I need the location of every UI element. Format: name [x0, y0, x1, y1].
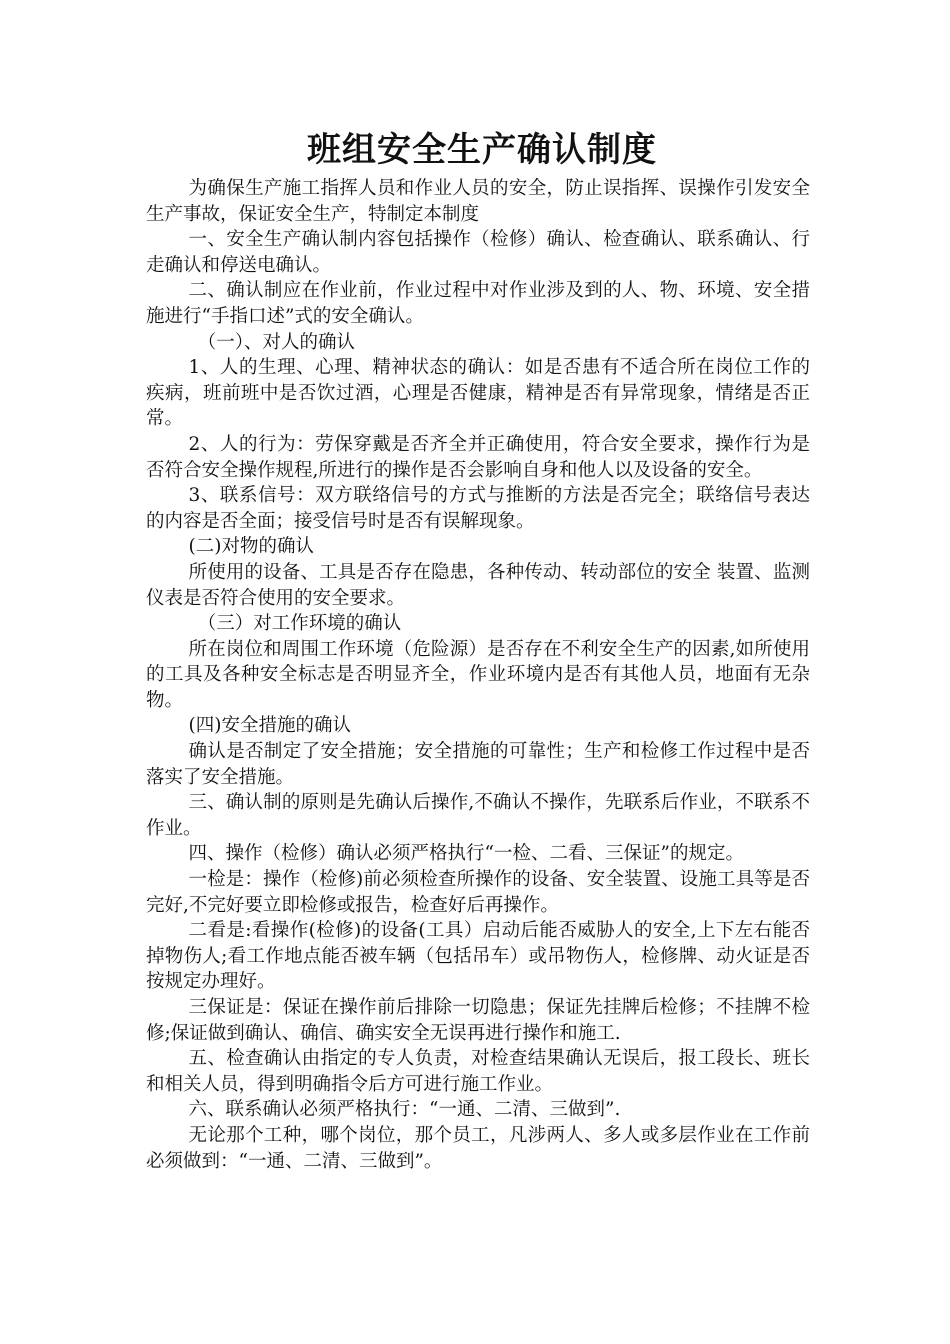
section-six-paragraph: 六、联系确认必须严格执行：“一通、二清、三做到”.	[188, 1099, 621, 1121]
check-one-paragraph: 一检是：操作（检修)前必须检查所操作的设备、安全装置、设施工具等是否完好,不完好要立即检修或报告，检查好后再操作。	[146, 869, 810, 916]
intro-paragraph: 为确保生产施工指挥人员和作业人员的安全，防止误指挥、误操作引发安全生产事故，保证安全生产，特制定本制度	[146, 178, 810, 225]
document-page	[146, 124, 810, 1174]
subsection-measures-heading: (四)安全措施的确认	[188, 715, 351, 737]
guarantee-three-paragraph: 三保证是：保证在操作前后排除一切隐患；保证先挂牌后检修；不挂牌不检修;保证做到确认、确信、确实安全无误再进行操作和施工.	[146, 997, 810, 1044]
section-one-paragraph: 一、安全生产确认制内容包括操作（检修）确认、检查确认、联系确认、行走确认和停送电确认。	[146, 229, 810, 276]
section-five-paragraph: 五、检查确认由指定的专人负责，对检查结果确认无误后，报工段长、班长和相关人员，得到明确指令后方可进行施工作业。	[146, 1048, 810, 1095]
objects-paragraph: 所使用的设备、工具是否存在隐患，各种传动、转动部位的安全 装置、监测仪表是否符合使用的安全要求。	[146, 561, 810, 609]
people-item-3: 3、联系信号：双方联络信号的方式与推断的方法是否完全；联络信号表达的内容是否全面；接受信号时是否有误解现象。	[146, 485, 810, 532]
section-four-paragraph: 四、操作（检修）确认必须严格执行“一检、二看、三保证”的规定。	[188, 843, 744, 865]
document-title: 班组安全生产确认制度	[307, 130, 657, 170]
section-two-paragraph: 二、确认制应在作业前，作业过程中对作业涉及到的人、物、环境、安全措施进行“手指口述”式的安全确认。	[146, 280, 810, 327]
contact-requirement-paragraph: 无论那个工种，哪个岗位，那个员工，凡涉两人、多人或多层作业在工作前必须做到：“一通、二清、三做到”。	[146, 1124, 810, 1172]
subsection-environment-heading: （三）对工作环境的确认	[197, 613, 402, 635]
section-three-paragraph: 三、确认制的原则是先确认后操作,不确认不操作，先联系后作业，不联系不作业。	[146, 792, 810, 839]
subsection-objects-heading: (二)对物的确认	[188, 536, 314, 558]
measures-paragraph: 确认是否制定了安全措施；安全措施的可靠性；生产和检修工作过程中是否落实了安全措施。	[146, 741, 810, 788]
people-item-1: 1、人的生理、心理、精神状态的确认：如是否患有不适合所在岗位工作的疾病，班前班中是否饮过酒，心理是否健康，精神是否有异常现象，情绪是否正常。	[146, 357, 810, 430]
subsection-people-heading: （一）、对人的确认	[197, 331, 356, 353]
people-item-2: 2、人的行为：劳保穿戴是否齐全并正确使用，符合安全要求，操作行为是否符合安全操作规程,所进行的操作是否会影响自身和他人以及设备的安全。	[146, 433, 810, 481]
look-two-paragraph: 二看是:看操作(检修)的设备(工具）启动后能否威胁人的安全,上下左右能否掉物伤人;看工作地点能否被车辆（包括吊车）或吊物伤人，检修牌、动火证是否按规定办理好。	[146, 920, 810, 993]
environment-paragraph: 所在岗位和周围工作环境（危险源）是否存在不利安全生产的因素,如所使用的工具及各种安全标志是否明显齐全，作业环境内是否有其他人员，地面有无杂物。	[146, 638, 810, 711]
